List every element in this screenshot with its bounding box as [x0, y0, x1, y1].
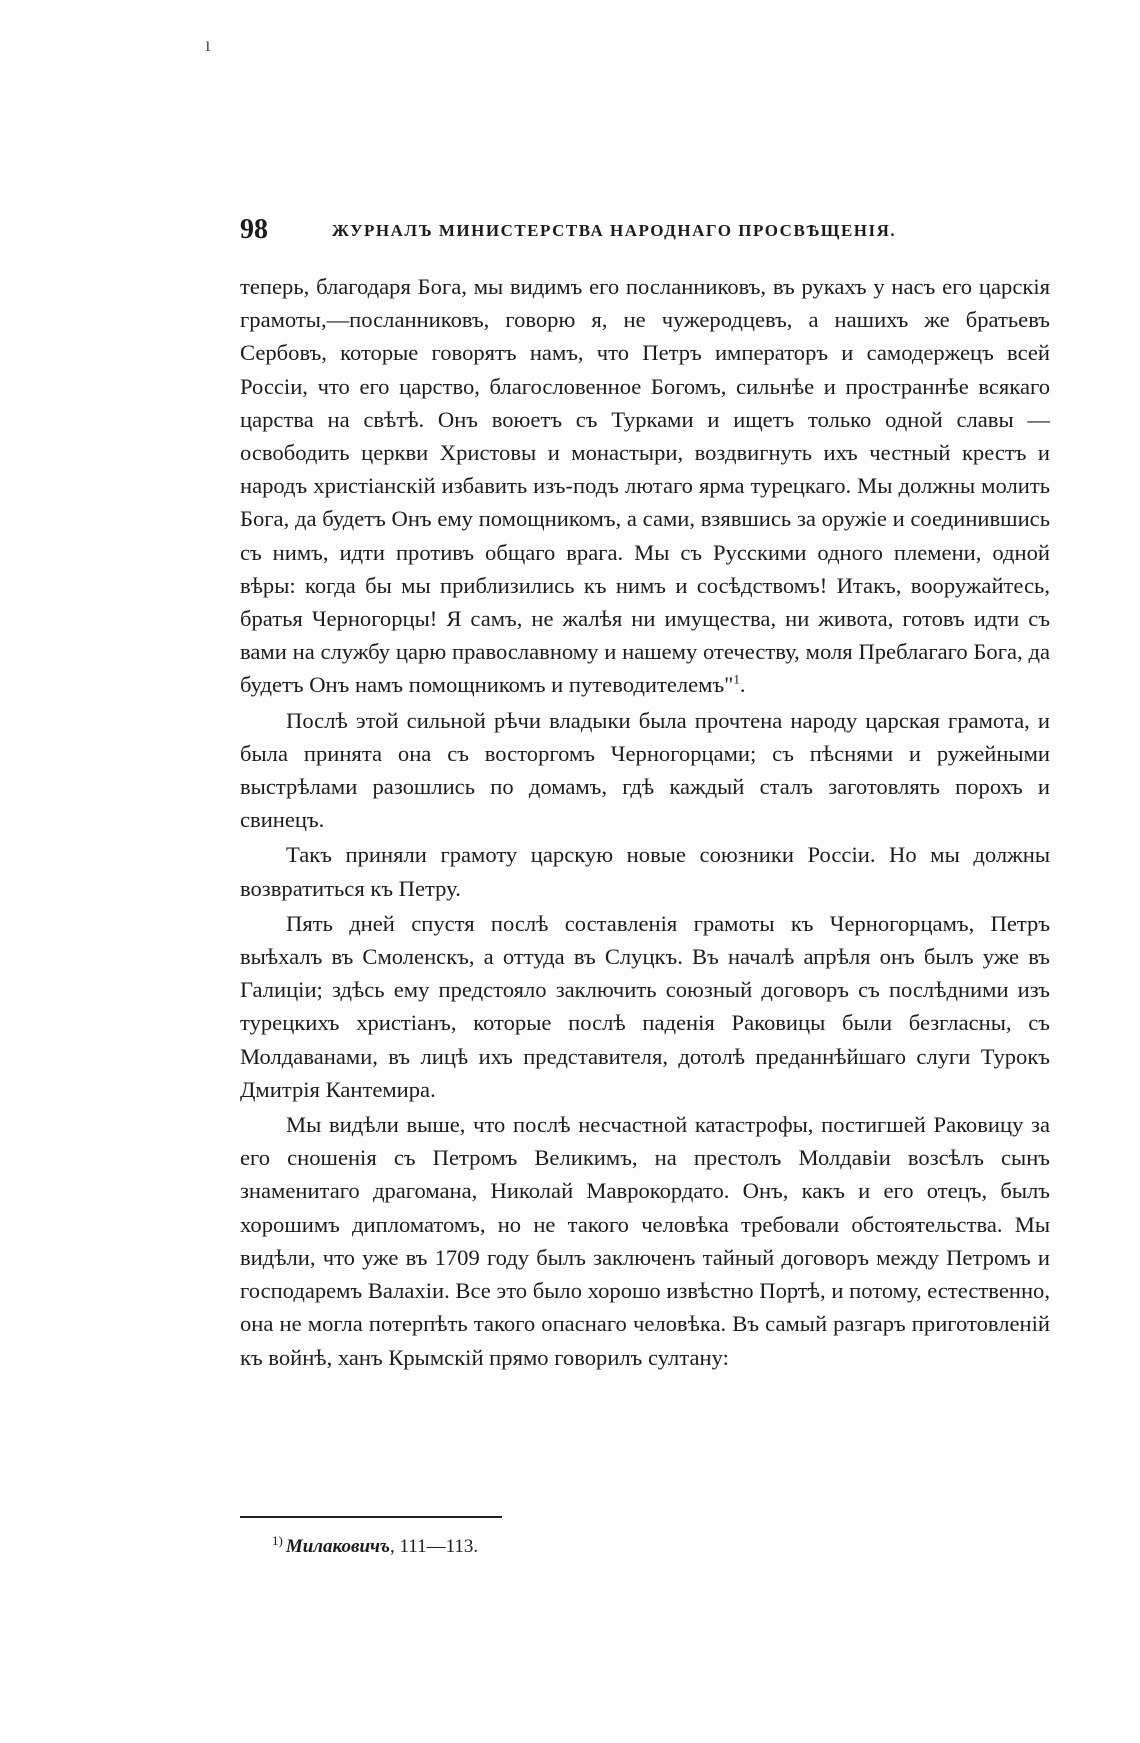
page-header	[240, 214, 1060, 254]
footnote-pages: , 111—113.	[390, 1536, 479, 1557]
paragraph-text: Послѣ этой сильной рѣчи владыки была прочтена народу царская грамота, и была принята она съ восторгомъ Черногорцами; съ пѣснями и ружейными выстрѣлами разошлись по домамъ, гдѣ каждый сталъ заготовлять порохъ и свинецъ.	[240, 707, 1050, 833]
paragraph	[240, 704, 1050, 837]
footnote-reference: 1	[733, 671, 740, 687]
running-title: ЖУРНАЛЪ МИНИСТЕРСТВА НАРОДНАГО ПРОСВѢЩЕНІЯ.	[332, 221, 897, 240]
footnote-divider	[240, 1516, 502, 1518]
paragraph-end: .	[739, 672, 746, 698]
footnote	[272, 1532, 479, 1558]
paragraph-text: теперь, благодаря Бога, мы видимъ его посланниковъ, въ рукахъ у насъ его царскія грамоты,—посланниковъ, говорю я, не чужеродцевъ, а нашихъ же братьевъ Сербовъ, которые говорятъ намъ, что Петръ императоръ и самодержецъ всей Россіи, что его царство, благословенное Богомъ, сильнѣе и пространнѣе всякаго царства на свѣтѣ. Онъ воюетъ съ Турками и ищетъ только одной славы — освободить церкви Христовы и монастыри, воздвигнуть ихъ честный крестъ и народъ христіанскій избавить изъ-подъ лютаго ярма турецкаго. Мы должны молить Бога, да будетъ Онъ ему помощникомъ, а сами, взявшись за оружіе и соединившись съ нимъ, идти противъ общаго врага. Мы съ Русскими одного племени, одной вѣры: когда бы мы приблизились къ нимъ и сосѣдствомъ! Итакъ, вооружайтесь, братья Черногорцы! Я самъ, не жалѣя ни имущества, ни живота, готовъ идти съ вами на службу царю православному и нашему отечеству, моля Преблагаго Бога, да будетъ Онъ намъ помощникомъ и путеводителемъ"	[240, 274, 1050, 698]
paragraph	[240, 270, 1050, 702]
paragraph-text: Мы видѣли выше, что послѣ несчастной катастрофы, постигшей Раковицу за его сношенія съ Петромъ Великимъ, на престолъ Молдавіи возсѣлъ сынъ знаменитаго драгомана, Николай Маврокордато. Онъ, какъ и его отецъ, былъ хорошимъ дипломатомъ, но не такого человѣка требовали обстоятельства. Мы видѣли, что уже въ 1709 году былъ заключенъ тайный договоръ между Петромъ и господаремъ Валахіи. Все это было хорошо извѣстно Портѣ, и потому, естественно, она не могла потерпѣть такого опаснаго человѣка. Въ самый разгаръ приготовленій къ войнѣ, ханъ Крымскій прямо говорилъ султану:	[240, 1112, 1050, 1370]
footnote-author: Милаковичъ	[285, 1536, 391, 1557]
page-number: 98	[240, 214, 268, 245]
paragraph-text: Такъ приняли грамоту царскую новые союзники Россіи. Но мы должны возвратиться къ Петру.	[240, 842, 1050, 901]
paragraph	[240, 838, 1050, 904]
paragraph-text: Пять дней спустя послѣ составленія грамоты къ Черногорцамъ, Петръ выѣхалъ въ Смоленскъ, а оттуда въ Слуцкъ. Въ началѣ апрѣля онъ былъ уже въ Галиціи; здѣсь ему предстояло заключить союзный договоръ съ послѣдними изъ турецкихъ христіанъ, которые послѣ паденія Раковицы были безгласны, съ Молдаванами, въ лицѣ ихъ представителя, дотолѣ преданнѣйшаго слуги Турокъ Дмитрія Кантемира.	[240, 910, 1050, 1102]
scan-speck: ı	[205, 34, 211, 56]
main-text	[240, 270, 1050, 1374]
paragraph	[240, 907, 1050, 1106]
paragraph	[240, 1108, 1050, 1374]
footnote-marker: 1)	[272, 1532, 283, 1548]
